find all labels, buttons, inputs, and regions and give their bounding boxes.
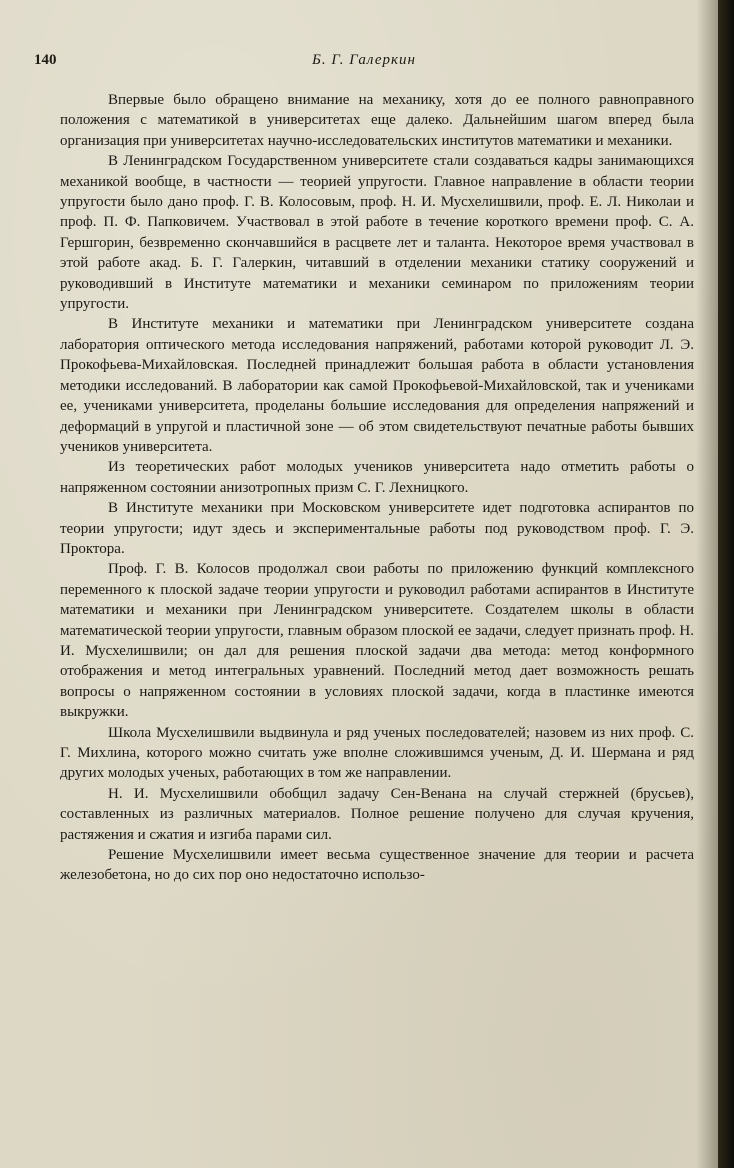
body-text bbox=[60, 90, 694, 886]
paragraph: В Институте механики и математики при Ленинградском университете создана лаборатория оптического метода исследования напряжений, работами которой руководит Л. Э. Прокофьева-Михайловская. Последней принадлежит большая работа в области установления методики исследований. В лаборатории как самой Прокофьевой-Михайловской, так и учениками ее, учениками университета, проделаны большие исследования для определения напряжений и деформаций в упругой и пластичной зоне — об этом свидетельствуют печатные работы бывших учеников университета. bbox=[60, 316, 694, 455]
page-number: 140 bbox=[34, 52, 57, 68]
paragraph: Школа Мусхелишвили выдвинула и ряд ученых последователей; назовем из них проф. С. Г. Михлина, которого можно считать уже вполне сложившимся ученым, Д. И. Шермана и ряд других молодых ученых, работающих в том же направлении. bbox=[60, 724, 694, 782]
paragraph: Из теоретических работ молодых учеников университета надо отметить работы о напряженном состоянии анизотропных призм С. Г. Лехницкого. bbox=[60, 459, 694, 496]
paragraph: Решение Мусхелишвили имеет весьма существенное значение для теории и расчета железобетона, но до сих пор оно недостаточно использо- bbox=[60, 847, 694, 884]
paragraph: Проф. Г. В. Колосов продолжал свои работы по приложению функций комплексного переменного к плоской задаче теории упругости и руководил работами аспирантов в Институте математики и механики при Ленинградском университете. Создателем школы в области математической теории упругости, главным образом плоской ее задачи, следует признать проф. Н. И. Мусхелишвили; он дал для решения плоской задачи два метода: метод конформного отображения и метод интегральных уравнений. Последний метод дает возможность решать вопросы о напряженном состоянии в условиях плоской задачи, когда в пластинке имеются выкружки. bbox=[60, 561, 694, 721]
page-edge-shadow bbox=[696, 0, 718, 1168]
paragraph: Н. И. Мусхелишвили обобщил задачу Сен-Венана на случай стержней (брусьев), составленных из различных материалов. Полное решение получено для случая кручения, растяжения и сжатия и изгиба парами сил. bbox=[60, 785, 694, 843]
book-spine bbox=[718, 0, 734, 1168]
page-header bbox=[34, 52, 694, 76]
paragraph: Впервые было обращено внимание на механику, хотя до ее полного равноправного положения с математикой в университетах еще далеко. Дальнейшим шагом вперед была организация при университетах научно-исследовательских институтов математики и механики. bbox=[60, 92, 694, 149]
running-title: Б. Г. Галеркин bbox=[312, 52, 416, 68]
paragraph: В Ленинградском Государственном университете стали создаваться кадры занимающихся механикой вообще, в частности — теорией упругости. Главное направление в области теории упругости было дано проф. Г. В. Колосовым, проф. Н. И. Мусхелишвили, проф. Е. Л. Николаи и проф. П. Ф. Папковичем. Участвовал в этой работе в течение короткого времени проф. С. А. Гершгорин, безвременно скончавшийся в расцвете лет и таланта. Некоторое время участвовал в этой работе акад. Б. Г. Галеркин, читавший в отделении механики статику сооружений и руководивший в Институте математики и механики семинаром по приложениям теории упругости. bbox=[60, 153, 694, 313]
paragraph: В Институте механики при Московском университете идет подготовка аспирантов по теории упругости; идут здесь и экспериментальные работы под руководством проф. Г. Э. Проктора. bbox=[60, 500, 694, 557]
